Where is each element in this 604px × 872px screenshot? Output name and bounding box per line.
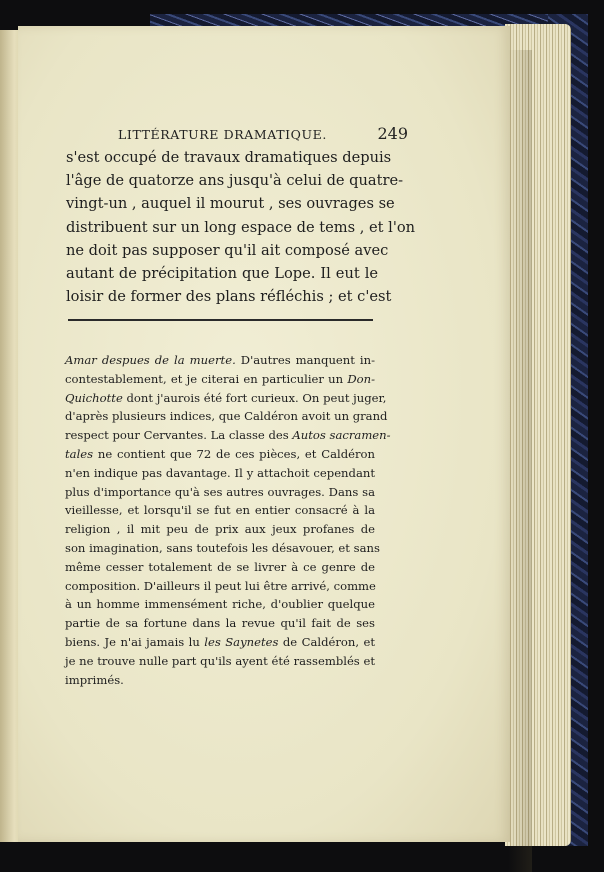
footnote-line: à un homme immensément riche, d'oublier quelque: [65, 597, 375, 612]
footnote-line: biens. Je n'ai jamais lu les Saynetes de Caldéron, et: [65, 634, 375, 649]
footnote-line: Quichotte dont j'aurois été fort curieux. On peut juger,: [65, 390, 387, 405]
text-line: autant de précipitation que Lope. Il eut le: [66, 265, 378, 283]
text-line: distribuent sur un long espace de tems , et l'on: [66, 218, 416, 236]
footnote-line: partie de sa fortune dans la revue qu'il fait de ses: [65, 616, 375, 631]
text-line: l'âge de quatorze ans jusqu'à celui de quatre-: [66, 172, 404, 190]
running-head: [118, 124, 408, 143]
italic-title: Quichotte: [65, 390, 123, 405]
text-line: s'est occupé de travaux dramatiques depuis: [66, 149, 392, 166]
page-number: 249: [377, 124, 408, 143]
footnote-line: contestablement, et je citerai en particulier un Don-: [65, 371, 375, 386]
text-line: vingt-un , auquel il mourut , ses ouvrages se: [66, 195, 395, 213]
footnote-line: même cesser totalement de se livrer à ce genre de: [65, 559, 375, 574]
main-text: [66, 146, 416, 308]
footnote-separator: [68, 319, 373, 321]
footnote-line: n'en indique pas davantage. Il y attachoit cependant: [65, 465, 375, 480]
italic-title: Autos sacramen-: [292, 428, 391, 443]
italic-title: Amar despues de la muerte.: [65, 353, 236, 367]
footnote-line: composition. D'ailleurs il peut lui être arrivé, comme: [65, 578, 376, 593]
footnote-line: vieillesse, et lorsqu'il se fut en entier consacré à la: [65, 503, 375, 518]
footnote: [65, 351, 391, 689]
footnote-line: religion , il mit peu de prix aux jeux profanes de: [65, 522, 375, 537]
footnote-line: je ne trouve nulle part qu'ils ayent été rassemblés et: [65, 653, 375, 668]
footnote-line: tales ne contient que 72 de ces pièces, et Caldéron: [65, 446, 375, 461]
italic-title: tales: [65, 446, 94, 461]
text-line: loisir de former des plans réfléchis ; et c'est: [66, 288, 392, 306]
running-head-title: LITTÉRATURE DRAMATIQUE.: [118, 127, 327, 142]
footnote-line: imprimés.: [65, 672, 124, 687]
footnote-line: plus d'importance qu'à ses autres ouvrages. Dans sa: [65, 484, 375, 499]
footnote-line: respect pour Cervantes. La classe des Autos sacramen-: [65, 428, 391, 443]
book-page: [18, 26, 510, 842]
footnote-line: son imagination, sans toutefois les désavouer, et sans: [65, 540, 380, 555]
italic-title: Don-: [347, 371, 375, 386]
page-gutter-shadow: [508, 50, 532, 872]
footnote-line: d'après plusieurs indices, que Caldéron avoit un grand: [65, 409, 388, 424]
text-line: ne doit pas supposer qu'il ait composé avec: [66, 241, 389, 259]
footnote-line: Amar despues de la muerte. D'autres manquent in-: [65, 353, 375, 367]
italic-title: les Saynetes: [204, 634, 279, 649]
